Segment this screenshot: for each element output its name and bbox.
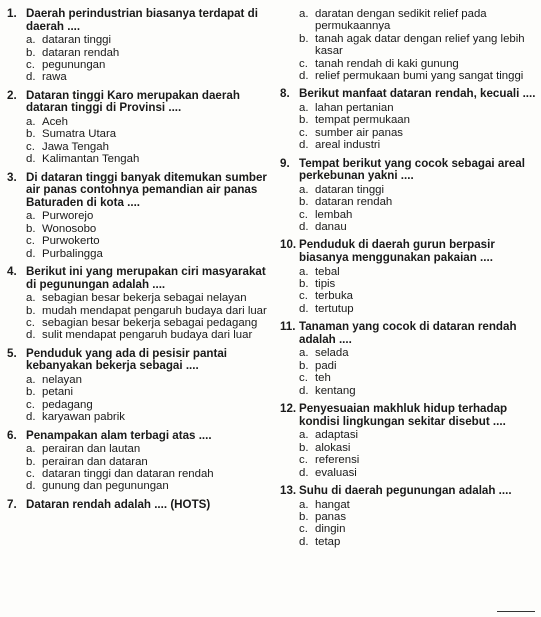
option-letter: d. (26, 71, 36, 84)
answer-option (26, 235, 279, 247)
option-letter: c. (299, 290, 308, 303)
option-letter: b. (26, 455, 36, 468)
answer-option (299, 499, 538, 511)
option-letter: a. (299, 183, 309, 196)
question-stem (280, 158, 538, 183)
left-question-6 (7, 430, 279, 493)
footer-divider (497, 611, 535, 612)
right-question-6 (280, 403, 538, 479)
option-text: hangat (315, 498, 350, 511)
option-text: tipis (315, 278, 336, 291)
answer-option (26, 116, 279, 128)
left-question-4 (7, 266, 279, 342)
option-text: dataran tinggi dan dataran rendah (42, 468, 214, 481)
answer-option (26, 374, 279, 386)
option-letter: c. (26, 468, 35, 481)
option-text: dataran rendah (315, 196, 393, 209)
option-text: lahan pertanian (315, 102, 394, 115)
question-number: 10. (280, 238, 297, 252)
answer-options (26, 374, 279, 424)
question-stem (7, 8, 279, 33)
question-stem (280, 239, 538, 264)
option-letter: a. (26, 34, 36, 47)
question-number: 3. (7, 170, 17, 184)
option-letter: c. (26, 59, 35, 71)
option-text: sebagian besar bekerja sebagai nelayan (42, 292, 247, 305)
question-number: 8. (280, 87, 290, 101)
option-text: Wonosobo (42, 222, 97, 235)
option-text: areal industri (315, 139, 381, 152)
answer-option (299, 70, 538, 82)
left-question-7 (7, 499, 279, 512)
answer-option (299, 221, 538, 233)
option-letter: c. (299, 372, 308, 385)
question-number: 11. (280, 320, 296, 334)
option-letter: b. (26, 46, 36, 59)
answer-option (299, 511, 538, 523)
option-text: Purworejo (42, 210, 94, 223)
option-letter: d. (26, 153, 36, 166)
option-letter: a. (299, 265, 309, 278)
option-letter: b. (299, 510, 309, 523)
right-question-2 (280, 88, 538, 151)
answer-option (26, 317, 279, 329)
answer-option (299, 372, 538, 384)
option-letter: d. (26, 329, 36, 342)
option-text: Kalimantan Tengah (42, 153, 140, 166)
option-letter: a. (299, 498, 309, 511)
answer-option (26, 329, 279, 341)
option-letter: d. (299, 70, 309, 83)
answer-options (299, 429, 538, 479)
option-text: sulit mendapat pengaruh budaya dari luar (42, 329, 253, 342)
answer-options (299, 347, 538, 397)
option-letter: c. (26, 317, 35, 330)
option-letter: d. (299, 302, 309, 315)
option-text: perairan dan lautan (42, 443, 141, 456)
answer-option (299, 58, 538, 70)
option-text: pegunungan (42, 59, 106, 71)
option-letter: b. (299, 114, 309, 127)
option-text: selada (315, 347, 349, 360)
answer-option (26, 59, 279, 71)
question-text: Di dataran tinggi banyak ditemukan sumber air panas contohnya pemandian air panas Baturaden di kota .... (26, 170, 267, 209)
question-text: Tempat berikut yang cocok sebagai areal perkebunan yakni .... (299, 156, 525, 183)
option-text: dataran tinggi (315, 183, 385, 196)
option-text: teh (315, 372, 331, 385)
right-column (280, 8, 538, 554)
question-text: Dataran tinggi Karo merupakan daerah dataran tinggi di Provinsi .... (26, 88, 240, 115)
question-text: Berikut ini yang merupakan ciri masyarakat di pegunungan adalah .... (26, 265, 266, 291)
option-letter: b. (26, 128, 36, 141)
option-text: pedagang (42, 398, 93, 411)
option-text: panas (315, 510, 347, 523)
option-letter: d. (26, 411, 36, 424)
answer-option (26, 411, 279, 423)
option-text: Jawa Tengah (42, 140, 109, 153)
question-number: 13. (280, 483, 297, 497)
answer-option (299, 102, 538, 114)
question-text: Penduduk di daerah gurun berpasir biasanya menggunakan pakaian .... (299, 238, 495, 265)
answer-option (26, 153, 279, 165)
option-text: alokasi (315, 441, 351, 454)
answer-option (26, 456, 279, 468)
answer-option (299, 303, 538, 315)
answer-option (26, 480, 279, 492)
question-number: 4. (7, 265, 17, 279)
option-letter: d. (26, 247, 36, 260)
answer-options (26, 292, 279, 342)
right-question-1 (280, 8, 538, 82)
right-question-3 (280, 158, 538, 234)
answer-option (299, 347, 538, 359)
option-text: relief permukaan bumi yang sangat tinggi (315, 70, 524, 83)
option-letter: b. (299, 359, 309, 372)
option-letter: b. (26, 222, 36, 235)
answer-option (299, 8, 538, 33)
option-text: tertutup (315, 302, 354, 315)
left-question-2 (7, 90, 279, 166)
option-text: dataran rendah (42, 46, 120, 59)
answer-option (26, 141, 279, 153)
option-text: evaluasi (315, 466, 357, 479)
answer-option (299, 127, 538, 139)
option-text: dingin (315, 523, 346, 536)
option-text: danau (315, 221, 347, 234)
answer-option (299, 184, 538, 196)
answer-option (299, 523, 538, 535)
answer-option (26, 443, 279, 455)
question-text: Daerah perindustrian biasanya terdapat di daerah .... (26, 7, 258, 33)
answer-option (299, 266, 538, 278)
question-number: 1. (7, 7, 17, 20)
option-text: tanah agak datar dengan relief yang lebih kasar (315, 32, 525, 58)
answer-option (26, 71, 279, 83)
option-text: daratan dengan sedikit relief pada permukaannya (315, 8, 487, 33)
question-stem (280, 485, 538, 498)
question-number: 9. (280, 156, 290, 170)
option-letter: d. (299, 384, 309, 397)
option-letter: c. (299, 57, 308, 70)
option-text: nelayan (42, 374, 82, 387)
answer-options (299, 102, 538, 152)
answer-options (299, 8, 538, 82)
option-letter: d. (299, 221, 309, 234)
answer-option (299, 454, 538, 466)
answer-options (299, 266, 538, 316)
answer-option (26, 248, 279, 260)
option-letter: a. (299, 347, 309, 360)
question-stem (7, 266, 279, 291)
answer-option (299, 385, 538, 397)
option-text: adaptasi (315, 429, 359, 442)
option-letter: c. (299, 454, 308, 467)
question-number: 2. (7, 88, 17, 102)
answer-option (26, 128, 279, 140)
question-stem (7, 430, 279, 443)
option-letter: d. (299, 139, 309, 152)
answer-option (26, 47, 279, 59)
left-question-3 (7, 172, 279, 260)
option-letter: c. (299, 126, 308, 139)
question-number: 6. (7, 428, 17, 442)
option-text: karyawan pabrik (42, 411, 125, 424)
option-text: tanah rendah di kaki gunung (315, 57, 459, 70)
question-text: Penampakan alam terbagi atas .... (26, 428, 212, 442)
option-letter: b. (26, 386, 36, 399)
answer-option (26, 34, 279, 46)
option-text: dataran tinggi (42, 34, 112, 47)
option-letter: b. (299, 441, 309, 454)
answer-option (299, 139, 538, 151)
option-letter: b. (299, 278, 309, 291)
option-text: Aceh (42, 116, 68, 128)
answer-option (26, 468, 279, 480)
option-text: Purbalingga (42, 247, 103, 260)
answer-option (299, 536, 538, 548)
answer-options (26, 210, 279, 260)
option-letter: a. (26, 116, 36, 128)
answer-option (26, 210, 279, 222)
option-text: petani (42, 386, 74, 399)
answer-options (299, 499, 538, 549)
option-text: sebagian besar bekerja sebagai pedagang (42, 317, 258, 330)
option-letter: c. (299, 208, 308, 221)
question-stem (7, 172, 279, 210)
option-text: sumber air panas (315, 126, 404, 139)
option-letter: a. (26, 374, 36, 387)
option-text: gunung dan pegunungan (42, 480, 169, 493)
option-text: Sumatra Utara (42, 128, 117, 141)
question-stem (280, 88, 538, 101)
option-text: kentang (315, 384, 356, 397)
option-letter: c. (26, 398, 35, 411)
answer-option (26, 305, 279, 317)
option-letter: a. (26, 292, 36, 305)
answer-option (299, 429, 538, 441)
option-letter: a. (26, 210, 36, 223)
question-text: Berikut manfaat dataran rendah, kecuali .... (299, 87, 536, 101)
question-number: 5. (7, 346, 17, 360)
answer-option (299, 290, 538, 302)
option-text: padi (315, 359, 337, 372)
answer-options (26, 116, 279, 166)
right-question-7 (280, 485, 538, 548)
right-question-4 (280, 239, 538, 315)
option-text: rawa (42, 71, 67, 84)
answer-option (299, 196, 538, 208)
option-text: referensi (315, 454, 360, 467)
question-text: Tanaman yang cocok di dataran rendah adalah .... (299, 320, 517, 346)
answer-option (299, 278, 538, 290)
option-letter: b. (26, 304, 36, 317)
left-column (7, 8, 279, 517)
left-question-1 (7, 8, 279, 84)
option-letter: c. (299, 523, 308, 536)
answer-option (299, 33, 538, 58)
answer-options (26, 34, 279, 84)
answer-option (26, 399, 279, 411)
question-text: Penyesuaian makhluk hidup terhadap kondisi lingkungan sekitar disebut .... (299, 402, 508, 428)
question-stem (7, 499, 279, 512)
option-text: tempat permukaan (315, 114, 410, 127)
answer-option (299, 442, 538, 454)
option-text: terbuka (315, 290, 353, 303)
question-text: Dataran rendah adalah .... (HOTS) (26, 497, 211, 511)
answer-option (26, 386, 279, 398)
option-letter: d. (299, 535, 309, 548)
question-stem (7, 348, 279, 373)
option-letter: b. (299, 32, 309, 45)
option-letter: c. (26, 140, 35, 153)
option-text: mudah mendapat pengaruh budaya dari luar (42, 304, 267, 317)
answer-option (26, 292, 279, 304)
option-text: tebal (315, 265, 340, 278)
option-text: perairan dan dataran (42, 455, 148, 468)
answer-option (299, 114, 538, 126)
option-letter: a. (299, 102, 309, 115)
question-number: 7. (7, 497, 17, 511)
right-question-5 (280, 321, 538, 397)
answer-options (299, 184, 538, 234)
answer-option (299, 209, 538, 221)
answer-option (26, 223, 279, 235)
option-letter: a. (299, 429, 309, 442)
left-question-5 (7, 348, 279, 424)
question-stem (280, 321, 538, 346)
option-letter: a. (299, 8, 309, 20)
question-stem (280, 403, 538, 428)
question-stem (7, 90, 279, 115)
option-letter: a. (26, 443, 36, 456)
option-letter: b. (299, 196, 309, 209)
option-letter: d. (26, 480, 36, 493)
answer-options (26, 443, 279, 493)
option-letter: c. (26, 235, 35, 248)
option-text: lembah (315, 208, 353, 221)
answer-option (299, 467, 538, 479)
answer-option (299, 360, 538, 372)
question-text: Penduduk yang ada di pesisir pantai kebanyakan bekerja sebagai .... (26, 346, 228, 373)
question-text: Suhu di daerah pegunungan adalah .... (299, 483, 512, 497)
option-letter: d. (299, 466, 309, 479)
question-number: 12. (280, 402, 297, 416)
option-text: tetap (315, 535, 341, 548)
option-text: Purwokerto (42, 235, 100, 248)
